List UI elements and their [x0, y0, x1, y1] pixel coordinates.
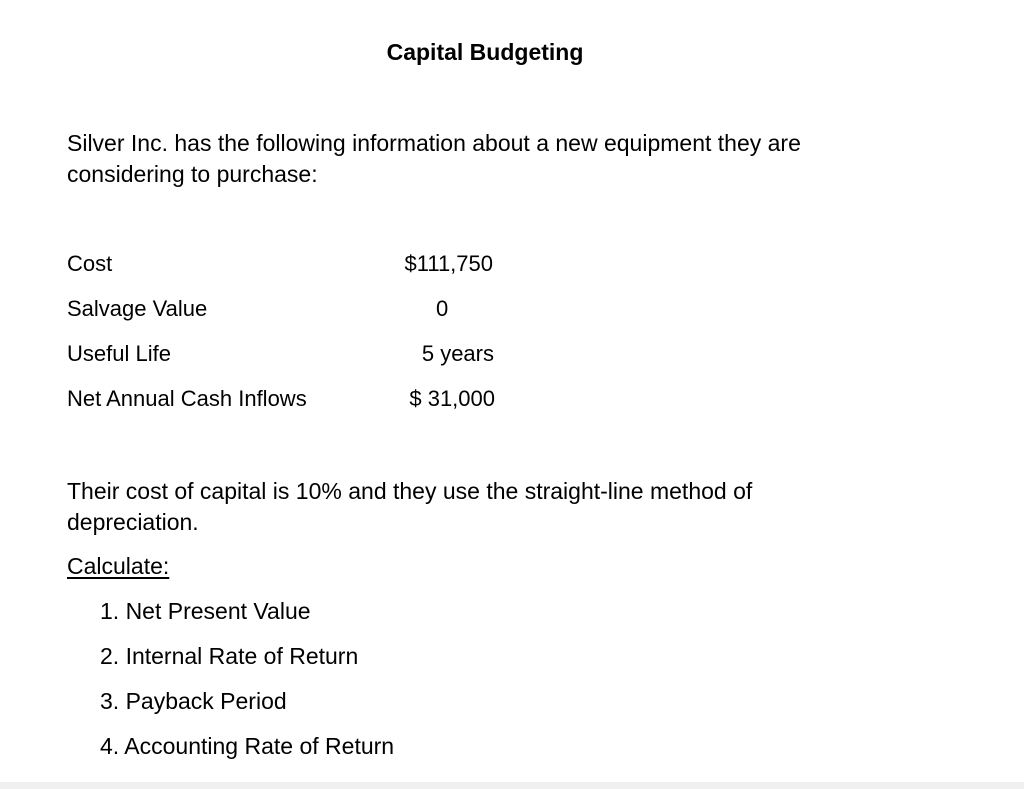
- row-label-salvage-value: Salvage Value: [67, 296, 208, 321]
- calculate-heading: Calculate:: [67, 553, 170, 579]
- page-title: Capital Budgeting: [386, 39, 584, 65]
- row-value-net-annual-cash-inflows: $ 31,000: [409, 386, 495, 411]
- page-bottom-edge: [0, 782, 1024, 789]
- list-item: 2. Internal Rate of Return: [100, 643, 359, 669]
- row-value-useful-life: 5 years: [421, 341, 494, 366]
- row-label-cost: Cost: [67, 251, 113, 276]
- list-item: 3. Payback Period: [100, 688, 287, 714]
- row-value-cost: $111,750: [404, 251, 493, 276]
- row-label-net-annual-cash-inflows: Net Annual Cash Inflows: [67, 386, 307, 411]
- cost-of-capital-paragraph: Their cost of capital is 10% and they use the straight-line method of depreciation.: [67, 478, 753, 535]
- row-value-salvage-value: 0: [436, 296, 449, 321]
- list-item: 4. Accounting Rate of Return: [100, 733, 395, 759]
- list-item: 1. Net Present Value: [100, 598, 311, 624]
- intro-text: Silver Inc. has the following information about a new equipment they are considering to purchase:: [67, 130, 801, 187]
- row-label-useful-life: Useful Life: [67, 341, 171, 366]
